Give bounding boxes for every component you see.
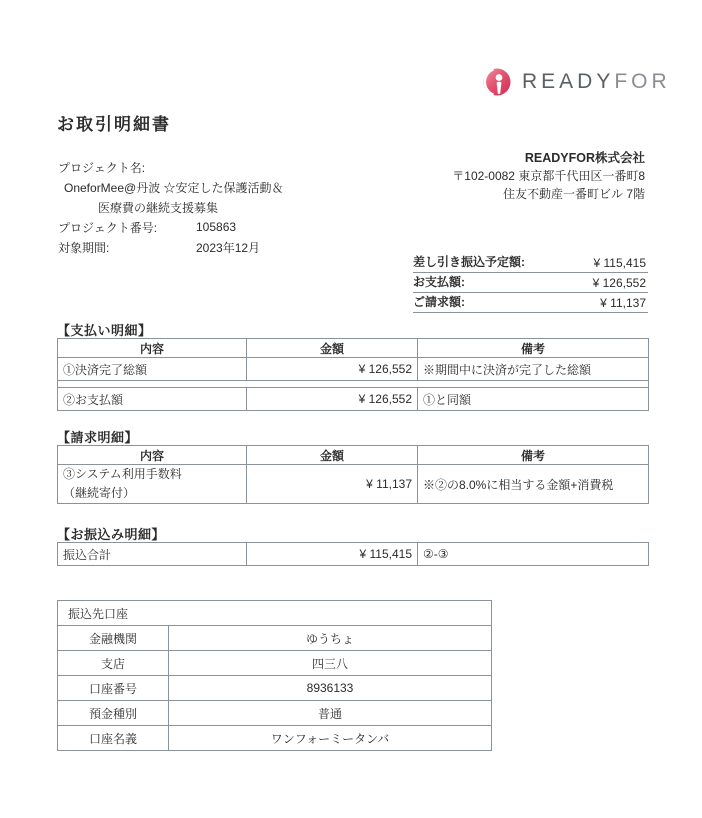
column-header-content: 内容 [58,339,247,358]
page-title: お取引明細書 [57,115,171,134]
table-row [58,465,649,504]
summary-row-invoice [413,293,648,313]
bank-label: 口座名義 [58,726,169,751]
content-cell: ①決済完了総額 [58,358,247,381]
transfer-table [57,542,649,566]
spacer-row [58,381,649,388]
payment-table [57,338,649,411]
content-cell: ②お支払額 [58,388,247,411]
column-header-amount: 金額 [247,339,418,358]
spacer-cell [58,381,649,388]
column-header-content: 内容 [58,446,247,465]
project-number-label: プロジェクト番号: [58,220,158,235]
readyfor-logo-text [522,70,671,94]
content-line2: （継続寄付） [63,486,136,500]
company-info [345,149,645,203]
bank-value: 四三八 [169,651,492,676]
bank-value: 普通 [169,701,492,726]
project-number-value: 105863 [196,220,237,234]
company-address-line1: 〒102-0082 東京都千代田区一番町8 [452,169,645,183]
summary-value: ¥ 126,552 [592,276,646,290]
amount-cell: ¥ 126,552 [247,388,418,411]
logo-text-for: FOR [614,70,671,93]
amount-cell: ¥ 11,137 [247,465,418,504]
amount-cell: ¥ 126,552 [247,358,418,381]
bank-title-row [58,601,492,626]
project-name-line2: 医療費の継続支援募集 [98,200,219,215]
summary-row-planned-transfer [413,253,648,273]
bank-value: ゆうちょ [169,626,492,651]
readyfor-logo [481,66,671,98]
bank-row-account-type [58,701,492,726]
summary-amounts [413,253,648,313]
note-cell: ②-③ [418,543,649,566]
table-row [58,543,649,566]
project-number-row [58,217,378,237]
project-name-label: プロジェクト名: [58,160,146,175]
content-cell: 振込合計 [58,543,247,566]
column-header-note: 備考 [418,446,649,465]
summary-value: ¥ 11,137 [600,296,646,310]
bank-label: 支店 [58,651,169,676]
bank-row-account-holder [58,726,492,751]
project-period-row [58,237,378,257]
table-row [58,358,649,381]
bank-value: 8936133 [169,676,492,701]
transfer-section-heading: 【お振込み明細】 [57,527,166,542]
bank-label: 預金種別 [58,701,169,726]
bank-row-account-number [58,676,492,701]
note-cell: ※期間中に決済が完了した総額 [418,358,649,381]
project-period-label: 対象期間: [58,240,110,255]
column-header-note: 備考 [418,339,649,358]
summary-value: ¥ 115,415 [593,256,646,270]
company-address-line2: 住友不動産一番町ビル 7階 [502,187,645,201]
content-cell [58,465,247,504]
summary-label: 差し引き振込予定額: [413,255,525,269]
readyfor-mark-icon [481,66,513,98]
billing-table [57,445,649,504]
bank-label: 口座番号 [58,676,169,701]
payment-section-heading: 【支払い明細】 [57,323,152,338]
bank-label: 金融機関 [58,626,169,651]
logo-text-ready: READY [522,70,615,93]
note-cell: ①と同額 [418,388,649,411]
project-info [58,157,378,257]
bank-account-title: 振込先口座 [58,601,492,626]
bank-value: ワンフォーミータンバ [169,726,492,751]
summary-label: お支払額: [413,275,465,289]
table-row [58,388,649,411]
bank-row-institution [58,626,492,651]
note-cell: ※②の8.0%に相当する金額+消費税 [418,465,649,504]
billing-section-heading: 【請求明細】 [57,430,139,445]
bank-account-table [57,600,492,751]
project-name-line1: OneforMee@丹波 ☆安定した保護活動＆ [64,180,284,195]
project-period-value: 2023年12月 [196,240,261,255]
summary-label: ご請求額: [413,295,465,309]
company-name: READYFOR株式会社 [524,151,645,165]
amount-cell: ¥ 115,415 [247,543,418,566]
column-header-amount: 金額 [247,446,418,465]
billing-header-row [58,446,649,465]
payment-header-row [58,339,649,358]
summary-row-payment [413,273,648,293]
bank-row-branch [58,651,492,676]
content-line1: ③システム利用手数料 [63,467,182,481]
